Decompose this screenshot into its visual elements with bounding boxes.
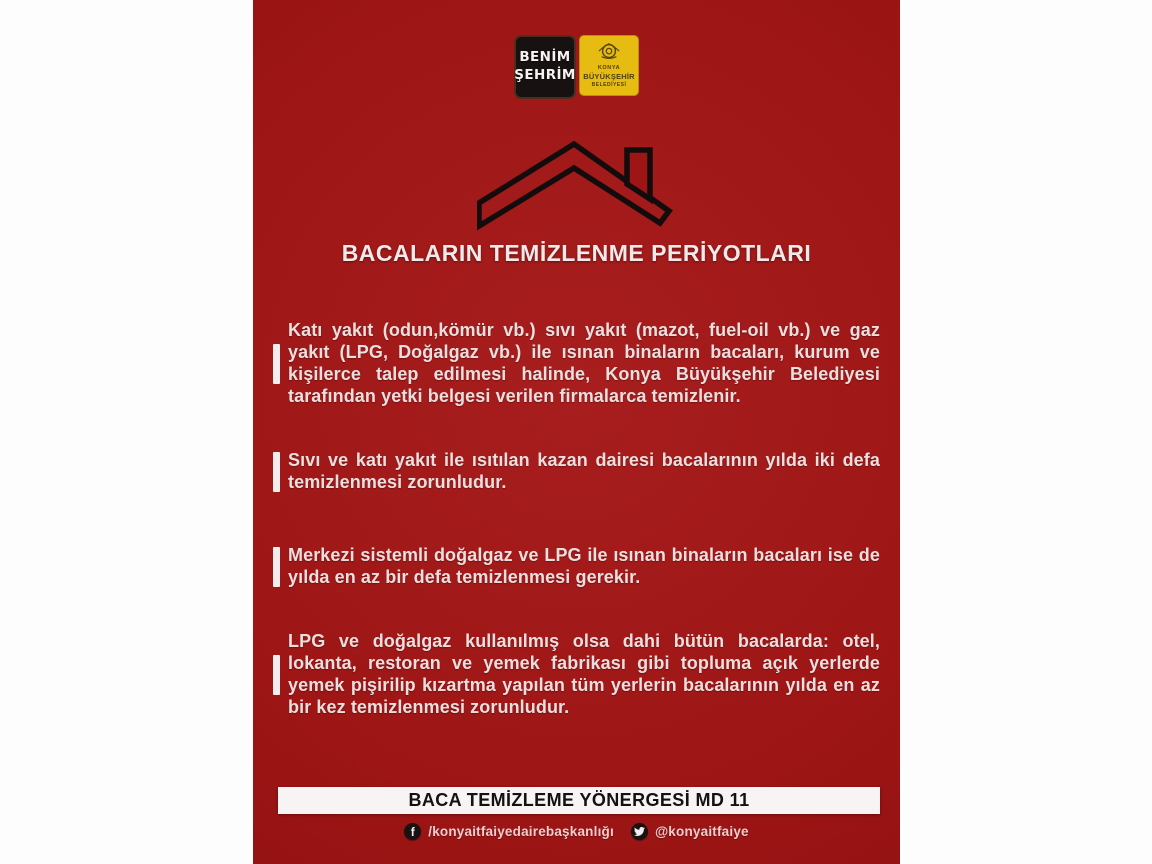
konya-municipality-logo <box>579 35 639 96</box>
regulation-banner-text: BACA TEMİZLEME YÖNERGESİ MD 11 <box>408 790 750 810</box>
paragraph-text: Merkezi sistemli doğalgaz ve LPG ile ısınan binaların bacaları ise de yılda en az bir defa temizlenmesi gerekir. <box>288 545 880 587</box>
municipality-emblem-icon <box>598 41 620 63</box>
chimney-cleaning-poster <box>253 0 900 864</box>
paragraph-accent-bar <box>273 655 280 695</box>
paragraph-accent-bar <box>273 344 280 384</box>
paragraph-block-3 <box>273 545 880 589</box>
konya-line1: KONYA <box>597 65 621 71</box>
roof-chimney-icon <box>477 140 677 232</box>
paragraph-accent-bar <box>273 547 280 587</box>
paragraph-accent-bar <box>273 452 280 492</box>
paragraph-text: Sıvı ve katı yakıt ile ısıtılan kazan dairesi bacalarının yılda iki defa temizlenmesi zorunludur. <box>288 450 880 492</box>
logo-row <box>253 35 900 99</box>
paragraph-text: Katı yakıt (odun,kömür vb.) sıvı yakıt (mazot, fuel-oil vb.) ve gaz yakıt (LPG, Doğalgaz vb.) ile ısınan binaların bacaları, kurum ve kişilerce talep edilmesi halinde, Konya Büyükşehir Belediyesi tarafından yetki belgesi verilen firmalarca temizlenir. <box>288 320 880 406</box>
benim-sehrim-line1: BENİM <box>519 49 571 66</box>
paragraph-block-1 <box>273 320 880 408</box>
poster-title: BACALARIN TEMİZLENME PERİYOTLARI <box>341 240 812 266</box>
paragraph-block-2 <box>273 450 880 494</box>
benim-sehrim-line2: ŞEHRİM <box>514 67 576 83</box>
konya-line2: BÜYÜKŞEHİR <box>583 72 635 81</box>
twitter-handle: @konyaitfaiye <box>654 824 749 839</box>
facebook-handle: /konyaitfaiyedairebaşkanlığı <box>428 824 614 839</box>
benim-sehrim-logo <box>514 35 576 99</box>
facebook-icon: f <box>404 823 421 840</box>
konya-line3: BELEDİYESİ <box>591 82 627 88</box>
social-footer <box>253 823 900 840</box>
regulation-banner <box>278 787 880 814</box>
twitter-icon <box>631 823 648 840</box>
paragraph-text: LPG ve doğalgaz kullanılmış olsa dahi bütün bacalarda: otel, lokanta, restoran ve yemek fabrikası gibi topluma açık yerlerde yemek pişirilip kızartma yapılan tüm yerlerin bacalarının yılda en az bir kez temizlenmesi zorunludur. <box>288 631 880 717</box>
paragraph-block-4 <box>273 631 880 719</box>
